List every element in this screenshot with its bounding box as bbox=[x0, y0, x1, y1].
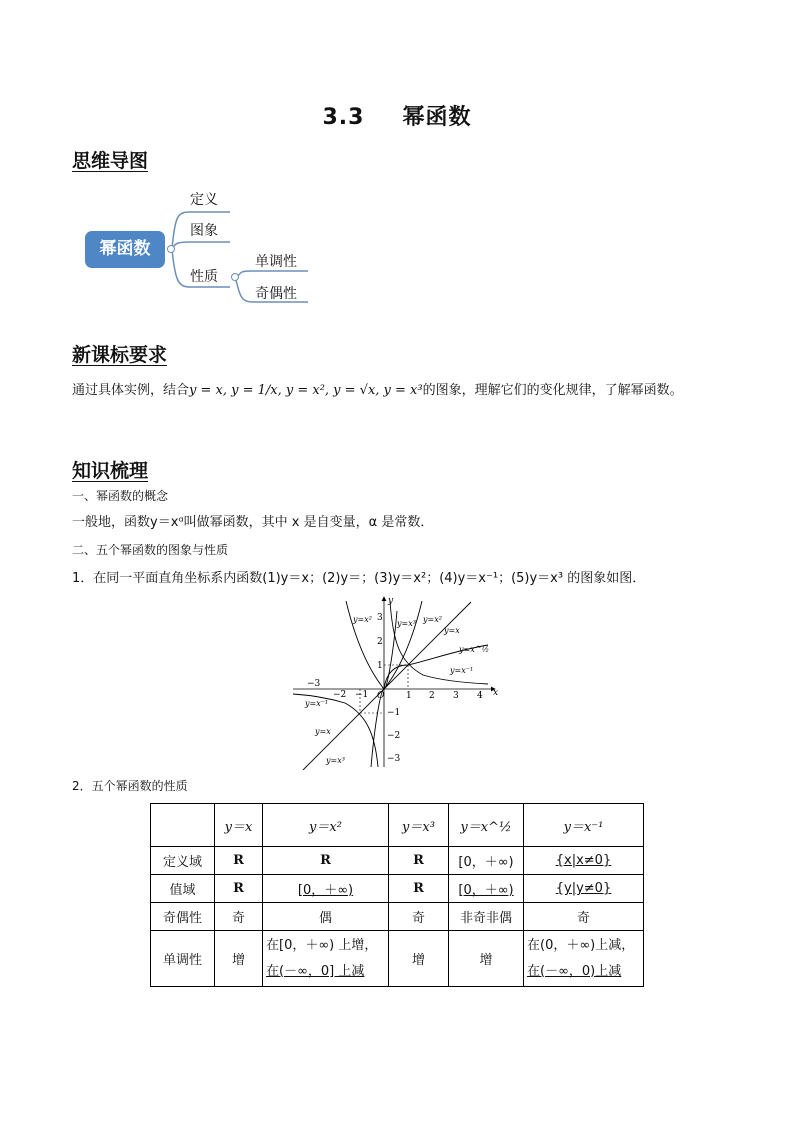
mind-map-branch-definition: 定义 bbox=[190, 192, 218, 208]
table-header-cell: y＝x^½ bbox=[449, 804, 524, 847]
row-label: 单调性 bbox=[151, 931, 215, 987]
y-tick-label: 1 bbox=[377, 661, 383, 671]
collapse-icon bbox=[167, 245, 175, 253]
curve-label: y=x³ bbox=[397, 619, 416, 628]
table-header-cell: y＝x bbox=[215, 804, 263, 847]
table-header-cell: y＝x⁻¹ bbox=[524, 804, 644, 847]
curve-label: y=x^½ bbox=[459, 645, 490, 654]
curve-label: y=x² bbox=[423, 615, 442, 624]
mind-map-sub-monotonicity: 单调性 bbox=[255, 254, 297, 270]
requirement-formula: y = x, y = 1/x, y = x², y = √x, y = x³ bbox=[189, 383, 423, 398]
y-tick-label: −1 bbox=[387, 708, 401, 718]
table-cell: 奇 bbox=[389, 903, 449, 931]
table-row bbox=[151, 931, 644, 987]
table-cell: [0，＋∞) bbox=[449, 847, 524, 875]
table-cell-line: 在[0，＋∞) 上增， bbox=[266, 937, 378, 953]
table-cell: 增 bbox=[449, 931, 524, 987]
chapter-number: 3.3 bbox=[322, 105, 365, 130]
table-cell bbox=[263, 931, 389, 987]
knowledge-heading-2: 二、五个幂函数的图象与性质 bbox=[72, 543, 229, 557]
table-row bbox=[151, 903, 644, 931]
curve-label: y=x bbox=[315, 727, 331, 736]
table-cell: {x|x≠0} bbox=[524, 847, 644, 875]
table-cell: 增 bbox=[389, 931, 449, 987]
table-header-cell bbox=[151, 804, 215, 847]
knowledge-heading-1: 一、幂函数的概念 bbox=[72, 489, 169, 503]
table-header-cell: y＝x³ bbox=[389, 804, 449, 847]
row-label: 值域 bbox=[151, 875, 215, 903]
section-heading-requirements: 新课标要求 bbox=[72, 344, 168, 366]
y-tick-label: −3 bbox=[387, 754, 401, 764]
row-label: 定义域 bbox=[151, 847, 215, 875]
x-tick-label: 4 bbox=[477, 691, 483, 701]
curve-label: y=x⁻¹ bbox=[450, 666, 474, 675]
chapter-title: 幂函数 bbox=[402, 105, 472, 130]
table-cell: R bbox=[215, 847, 263, 875]
x-tick-label: 2 bbox=[429, 691, 435, 701]
table-cell-line: 在(－∞，0] 上减 bbox=[266, 963, 365, 979]
table-row bbox=[151, 875, 644, 903]
table-cell: 非奇非偶 bbox=[449, 903, 524, 931]
curve-label: y=x⁻¹ bbox=[305, 699, 329, 708]
section-heading-knowledge: 知识梳理 bbox=[72, 460, 149, 482]
table-cell: 偶 bbox=[263, 903, 389, 931]
table-cell: 奇 bbox=[524, 903, 644, 931]
table-header-row bbox=[151, 804, 644, 847]
x-tick-label: −3 bbox=[307, 679, 321, 689]
curve-label: y=x³ bbox=[326, 756, 345, 765]
table-cell: [0，＋∞) bbox=[449, 875, 524, 903]
collapse-icon bbox=[231, 273, 239, 281]
y-tick-label: 2 bbox=[377, 637, 383, 647]
y-tick-label: −2 bbox=[387, 731, 401, 741]
power-functions-graph bbox=[293, 595, 503, 774]
table-row bbox=[151, 847, 644, 875]
requirement-before: 通过具体实例，结合 bbox=[72, 383, 190, 398]
table-cell: 增 bbox=[215, 931, 263, 987]
mind-map-branch-properties: 性质 bbox=[190, 269, 218, 285]
table-cell: [0，＋∞) bbox=[263, 875, 389, 903]
curve-y-inv-q1 bbox=[390, 601, 488, 684]
curve-label: y=x bbox=[444, 626, 460, 635]
requirement-text bbox=[72, 382, 683, 400]
table-cell: R bbox=[389, 875, 449, 903]
table-header-cell: y＝x² bbox=[263, 804, 389, 847]
table-cell: 奇 bbox=[215, 903, 263, 931]
mind-map-root: 幂函数 bbox=[85, 231, 165, 268]
x-axis-label: x bbox=[493, 688, 499, 698]
table-cell-line: 在(－∞，0)上减 bbox=[527, 963, 622, 979]
y-axis-label: y bbox=[388, 596, 394, 606]
page-title bbox=[0, 100, 794, 131]
table-cell: R bbox=[389, 847, 449, 875]
row-label: 奇偶性 bbox=[151, 903, 215, 931]
table-cell: {y|y≠0} bbox=[524, 875, 644, 903]
properties-table bbox=[150, 803, 644, 987]
table-cell: R bbox=[215, 875, 263, 903]
knowledge-paragraph-3: 2．五个幂函数的性质 bbox=[72, 779, 188, 793]
x-tick-label: 1 bbox=[406, 691, 412, 701]
origin-label: O bbox=[377, 691, 385, 701]
curve-label: y=x² bbox=[353, 615, 372, 624]
table-cell-line: 在(0，＋∞)上减， bbox=[527, 937, 635, 953]
x-tick-label: −2 bbox=[333, 690, 347, 700]
x-tick-label: −1 bbox=[355, 690, 369, 700]
mind-map-branch-graph: 图象 bbox=[190, 223, 218, 239]
table-cell: R bbox=[263, 847, 389, 875]
knowledge-paragraph-1: 一般地，函数y＝xᵅ叫做幂函数，其中 x 是自变量，α 是常数． bbox=[72, 515, 434, 530]
section-heading-mind-map: 思维导图 bbox=[72, 150, 149, 172]
y-tick-label: 3 bbox=[377, 613, 383, 623]
mind-map-sub-parity: 奇偶性 bbox=[255, 286, 297, 302]
x-tick-label: 3 bbox=[453, 691, 459, 701]
table-cell bbox=[524, 931, 644, 987]
knowledge-paragraph-2: 1．在同一平面直角坐标系内函数(1)y＝x；(2)y＝；(3)y＝x²；(4)y＝x⁻¹；(5)y＝x³ 的图象如图． bbox=[72, 571, 646, 586]
requirement-after: 的图象，理解它们的变化规律，了解幂函数。 bbox=[422, 383, 683, 398]
